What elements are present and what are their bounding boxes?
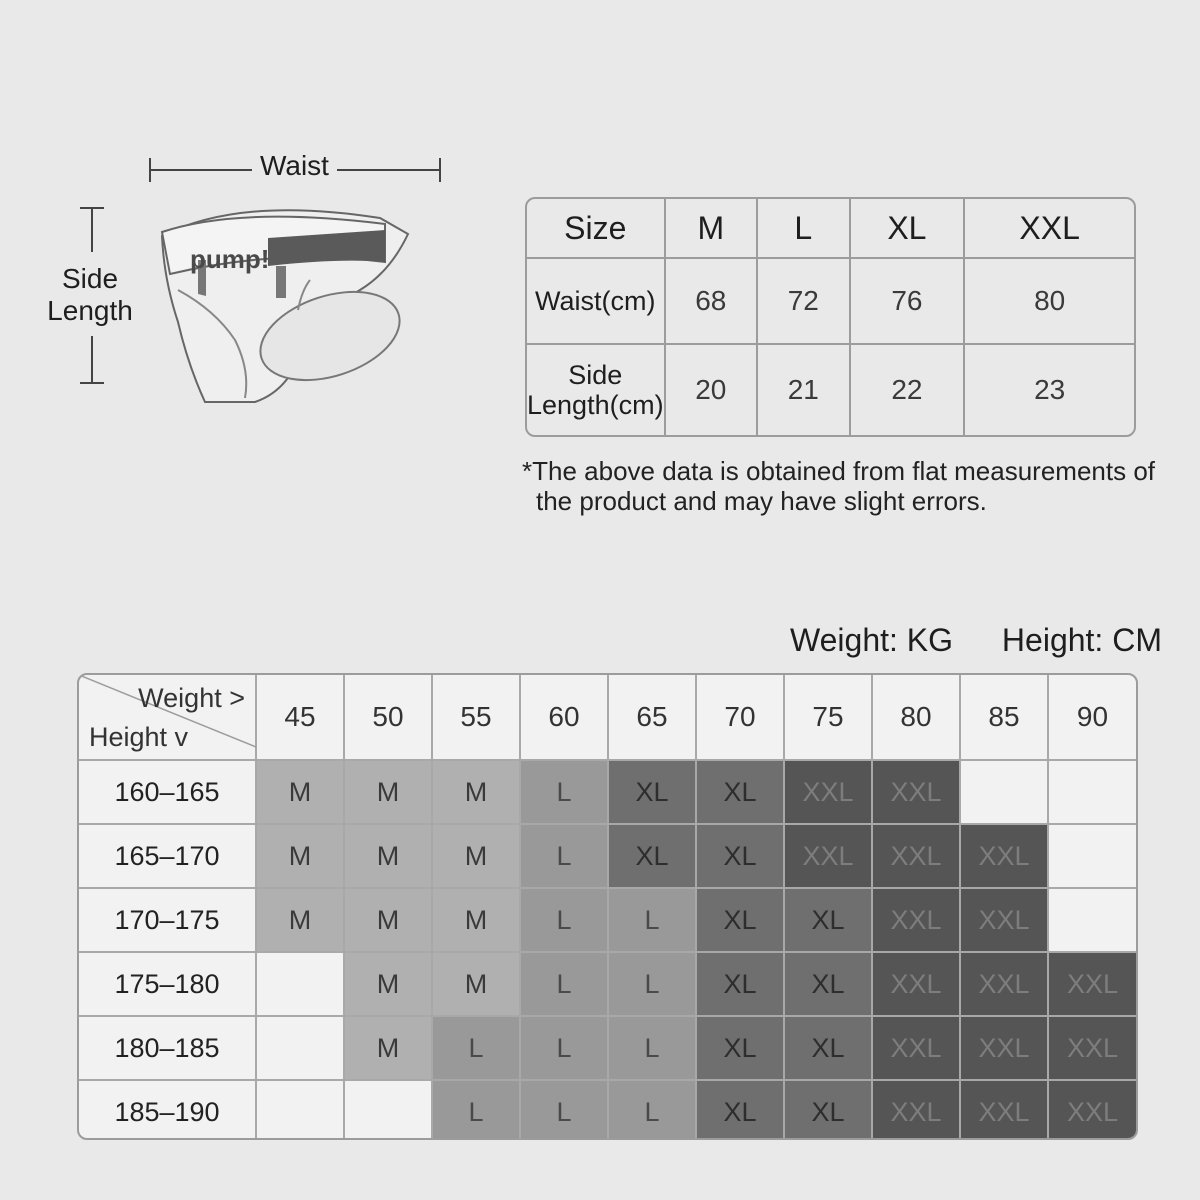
height-unit: Height: CM (1001, 622, 1162, 658)
waist-l: 72 (758, 259, 850, 345)
size-cell-l: L (432, 1016, 520, 1080)
table-row (527, 345, 1134, 435)
size-spec-table (525, 197, 1136, 437)
side-label-line2: Length (47, 295, 133, 326)
table-row (79, 1080, 1136, 1140)
size-cell-l: L (608, 1016, 696, 1080)
size-cell-xl: XL (784, 952, 872, 1016)
size-cell-m: M (432, 760, 520, 824)
row-label-side-length (527, 345, 666, 435)
size-cell-xl: XL (696, 760, 784, 824)
size-cell-l: L (520, 1080, 608, 1140)
side-length-label (40, 263, 140, 327)
size-cell-xl: XL (696, 952, 784, 1016)
side-length-line2: Length(cm) (527, 390, 664, 420)
size-cell-xxl: XXL (960, 952, 1048, 1016)
weight-header-70: 70 (696, 675, 784, 760)
height-label: 180–185 (79, 1016, 256, 1080)
table-header-row (527, 199, 1134, 259)
units-legend (790, 622, 1162, 659)
size-cell-xxl: XXL (784, 824, 872, 888)
brand-text: pump! (190, 244, 270, 274)
weight-header-85: 85 (960, 675, 1048, 760)
size-cell-xxl: XXL (784, 760, 872, 824)
recommendation-table (79, 675, 1136, 1140)
size-cell-xxl: XXL (872, 952, 960, 1016)
size-cell-l: L (520, 760, 608, 824)
empty-cell (960, 760, 1048, 824)
side-m: 20 (666, 345, 758, 435)
header-size: Size (527, 199, 666, 259)
size-cell-xl: XL (696, 888, 784, 952)
table-row (527, 259, 1134, 345)
height-label: 160–165 (79, 760, 256, 824)
size-cell-xl: XL (696, 1016, 784, 1080)
header-l: L (758, 199, 850, 259)
size-cell-xxl: XXL (872, 1080, 960, 1140)
size-cell-m: M (344, 760, 432, 824)
table-row (79, 888, 1136, 952)
size-cell-xxl: XXL (872, 1016, 960, 1080)
corner-cell (79, 675, 256, 760)
size-cell-xxl: XXL (960, 824, 1048, 888)
header-xl: XL (851, 199, 966, 259)
empty-cell (344, 1080, 432, 1140)
size-cell-xxl: XXL (872, 888, 960, 952)
weight-header-80: 80 (872, 675, 960, 760)
size-cell-l: L (608, 952, 696, 1016)
empty-cell (1048, 760, 1136, 824)
size-cell-xxl: XXL (960, 1080, 1048, 1140)
corner-weight-label: Weight > (138, 683, 245, 713)
size-cell-l: L (520, 952, 608, 1016)
size-cell-l: L (520, 888, 608, 952)
side-xxl: 23 (1034, 374, 1066, 405)
height-label: 170–175 (79, 888, 256, 952)
empty-cell (1048, 824, 1136, 888)
size-cell-xl: XL (784, 1080, 872, 1140)
size-cell-xl: XL (784, 1016, 872, 1080)
waist-xxl: 80 (965, 259, 1134, 345)
empty-cell (1048, 888, 1136, 952)
size-cell-xxl: XXL (872, 760, 960, 824)
weight-header-55: 55 (432, 675, 520, 760)
size-cell-m: M (432, 952, 520, 1016)
weight-header-90: 90 (1048, 675, 1136, 760)
size-cell-xl: XL (608, 824, 696, 888)
size-cell-m: M (432, 888, 520, 952)
size-cell-m: M (344, 824, 432, 888)
table-row (79, 1016, 1136, 1080)
size-cell-xxl: XXL (960, 1016, 1048, 1080)
size-cell-m: M (344, 1016, 432, 1080)
size-cell-xxl: XXL (1048, 1016, 1136, 1080)
size-cell-m: M (432, 824, 520, 888)
empty-cell (256, 1016, 344, 1080)
table-row (79, 760, 1136, 824)
note-line2: the product and may have slight errors. (536, 486, 987, 516)
table-row (79, 824, 1136, 888)
weight-header-45: 45 (256, 675, 344, 760)
measurement-note (522, 456, 1162, 516)
size-cell-xxl: XXL (1048, 952, 1136, 1016)
height-label: 185–190 (79, 1080, 256, 1140)
size-recommendation-chart (77, 673, 1138, 1140)
size-cell-m: M (344, 888, 432, 952)
size-cell-xxl: XXL (1048, 1080, 1136, 1140)
size-cell-l: L (608, 888, 696, 952)
size-cell-xl: XL (696, 824, 784, 888)
table-row (79, 952, 1136, 1016)
size-cell-l: L (520, 824, 608, 888)
side-label-line1: Side (61, 263, 119, 294)
waist-xl: 76 (851, 259, 966, 345)
weight-header-50: 50 (344, 675, 432, 760)
size-cell-m: M (344, 952, 432, 1016)
size-cell-xxl: XXL (960, 888, 1048, 952)
header-xxl: XXL (965, 199, 1134, 259)
weight-header-65: 65 (608, 675, 696, 760)
header-m: M (666, 199, 758, 259)
size-cell-m: M (256, 888, 344, 952)
size-cell-m: M (256, 824, 344, 888)
note-line1: *The above data is obtained from flat measurements of (522, 456, 1156, 486)
weight-header-75: 75 (784, 675, 872, 760)
height-label: 165–170 (79, 824, 256, 888)
weight-header-60: 60 (520, 675, 608, 760)
side-length-line1: Side (568, 360, 623, 390)
empty-cell (256, 1080, 344, 1140)
height-label: 175–180 (79, 952, 256, 1016)
size-cell-l: L (520, 1016, 608, 1080)
size-cell-xl: XL (608, 760, 696, 824)
empty-cell (256, 952, 344, 1016)
weight-unit: Weight: KG (790, 622, 954, 658)
side-l: 21 (758, 345, 850, 435)
corner-height-label: Height v (89, 722, 189, 752)
side-xl: 22 (851, 345, 966, 435)
waist-label: Waist (252, 150, 337, 182)
size-cell-m: M (256, 760, 344, 824)
weight-header-row (79, 675, 1136, 760)
size-cell-xl: XL (784, 888, 872, 952)
size-cell-xl: XL (696, 1080, 784, 1140)
size-cell-l: L (432, 1080, 520, 1140)
size-cell-xxl: XXL (872, 824, 960, 888)
row-label-waist: Waist(cm) (527, 259, 666, 345)
waist-m: 68 (666, 259, 758, 345)
size-cell-l: L (608, 1080, 696, 1140)
